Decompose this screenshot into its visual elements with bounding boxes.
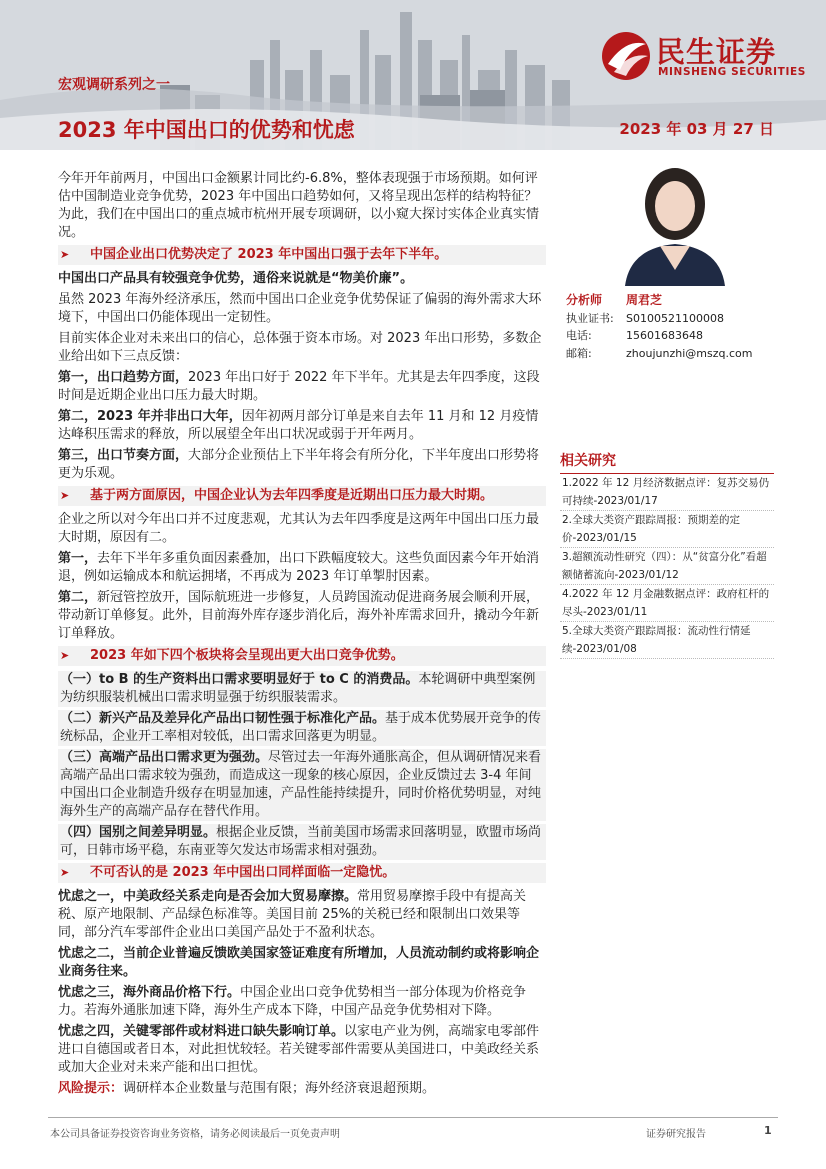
arrow-icon: ➤: [60, 248, 70, 261]
paragraph: 企业之所以对今年出口并不过度悲观，尤其认为去年四季度是这两年中国出口压力最大时期，原因有二。: [58, 512, 540, 545]
related-item[interactable]: 3.超额流动性研究（四）：从“贫富分化”看超额储蓄流向-2023/01/12: [560, 548, 774, 585]
related-research: [560, 450, 774, 659]
paragraph: （三）高端产品出口需求更为强劲。尽管过去一年海外通胀高企，但从调研情况来看高端产品出口需求较为强劲，而造成这一现象的核心原因，企业反馈过去 3-4 年间中国出口企业制造升级存在明显加速，产品性能持续提升，同时价格优势明显，对纯海外生产的高端产品存在替代作用。: [58, 749, 546, 821]
footer-doc-type: 证券研究报告: [646, 1129, 706, 1140]
header-banner: [0, 0, 826, 150]
report-series: 宏观调研系列之一: [58, 77, 170, 93]
footer-divider: [48, 1117, 778, 1118]
paragraph: 忧虑之二，当前企业普遍反馈欧美国家签证难度有所增加，人员流动制约或将影响企业商务往来。: [58, 946, 540, 979]
paragraph: （二）新兴产品及差异化产品出口韧性强于标准化产品。基于成本优势展开竞争的传统标品，企业开工率相对较低，出口需求回落更为明显。: [58, 710, 546, 746]
paragraph: 第三，出口节奏方面，大部分企业预估上下半年将会有所分化，下半年度出口形势将更为乐观。: [58, 448, 540, 481]
section-heading-3: ➤ 2023 年如下四个板块将会呈现出更大出口竞争优势。: [58, 646, 546, 666]
analyst-info: [566, 292, 752, 362]
related-item[interactable]: 5.全球大类资产跟踪周报：流动性行情延续-2023/01/08: [560, 622, 774, 659]
intro-paragraph: 今年开年前两月，中国出口金额累计同比约-6.8%，整体表现强于市场预期。如何评估中国制造业竞争优势，2023 年中国出口趋势如何，又将呈现出怎样的结构特征？为此，我们在中国出口的重点城市杭州开展专项调研，以小窥大探讨实体企业真实情况。: [58, 171, 540, 240]
paragraph: 第二，新冠管控放开，国际航班进一步修复，人员跨国流动促进商务展会顺利开展，带动新订单修复。此外，目前海外库存逐步消化后，海外补库需求回升，撬动今年新订单释放。: [58, 590, 540, 641]
risk-warning: 风险提示：调研样本企业数量与范围有限；海外经济衰退超预期。: [58, 1081, 436, 1096]
arrow-icon: ➤: [60, 489, 70, 502]
section-heading-1: ➤ 中国企业出口优势决定了 2023 年中国出口强于去年下半年。: [58, 245, 546, 265]
paragraph: 虽然 2023 年海外经济承压，然而中国出口企业竞争优势保证了偏弱的海外需求大环境下，中国出口仍能体现出一定韧性。: [58, 292, 542, 325]
phone-label: 电话:: [566, 329, 592, 342]
logo-text-en: MINSHENG SECURITIES: [658, 66, 806, 78]
related-title: 相关研究: [560, 450, 774, 474]
email-label: 邮箱:: [566, 346, 592, 360]
analyst-photo: [620, 160, 730, 286]
footer-disclaimer: 本公司具备证券投资咨询业务资格，请务必阅读最后一页免责声明: [50, 1129, 340, 1140]
paragraph: 忧虑之一，中美政经关系走向是否会加大贸易摩擦。常用贸易摩擦手段中有提高关税、原产地限制、产品绿色标准等。美国目前 25%的关税已经和限制出口效果等同，部分汽车零部件企业出口美国产品处于不盈利状态。: [58, 889, 527, 940]
logo-mark-icon: [600, 30, 652, 82]
cert-label: 执业证书:: [566, 311, 614, 325]
arrow-icon: ➤: [60, 866, 70, 879]
related-item[interactable]: 4.2022 年 12 月金融数据点评：政府杠杆的尽头-2023/01/11: [560, 585, 774, 622]
paragraph: 第二，2023 年并非出口大年，因年初两月部分订单是来自去年 11 月和 12 月疫情达峰积压需求的释放，所以展望全年出口状况或弱于开年两月。: [58, 409, 539, 442]
report-date: 2023 年 03 月 27 日: [619, 120, 774, 138]
analyst-role: 分析师: [566, 293, 603, 307]
section-heading-2: ➤ 基于两方面原因，中国企业认为去年四季度是近期出口压力最大时期。: [58, 486, 546, 506]
paragraph: 中国出口产品具有较强竞争优势，通俗来说就是“物美价廉”。: [58, 271, 414, 286]
paragraph: 目前实体企业对未来出口的信心，总体强于资本市场。对 2023 年出口形势，多数企业给出如下三点反馈：: [58, 331, 542, 364]
paragraph: 忧虑之三，海外商品价格下行。中国企业出口竞争优势相当一部分体现为价格竞争力。若海外通胀加速下降，海外生产成本下降，中国产品竞争优势相对下降。: [58, 985, 527, 1018]
arrow-icon: ➤: [60, 649, 70, 662]
company-logo: [600, 28, 810, 84]
paragraph: 第一，去年下半年多重负面因素叠加，出口下跌幅度较大。这些负面因素今年开始消退，例如运输成本和航运拥堵，不再成为 2023 年订单掣肘因素。: [58, 551, 540, 584]
analyst-name: 周君芝: [626, 293, 663, 307]
report-title: 2023 年中国出口的优势和忧虑: [58, 118, 355, 142]
paragraph: 第一，出口趋势方面，2023 年出口好于 2022 年下半年。尤其是去年四季度，这段时间是近期企业出口压力最大时期。: [58, 370, 540, 403]
logo-text-cn: 民生证券: [656, 35, 777, 69]
paragraph: （一）to B 的生产资料出口需求要明显好于 to C 的消费品。本轮调研中典型案例为纺织服装机械出口需求明显强于纺织服装需求。: [58, 671, 546, 707]
section-heading-4: ➤ 不可否认的是 2023 年中国出口同样面临一定隐忧。: [58, 863, 546, 883]
paragraph: 忧虑之四，关键零部件或材料进口缺失影响订单。以家电产业为例，高端家电零部件进口自德国或者日本，对此担忧较轻。若关键零部件需要从美国进口，中美政经关系或加大企业对未来产能和出口担忧。: [58, 1024, 540, 1075]
email-address[interactable]: zhoujunzhi@mszq.com: [626, 346, 753, 360]
phone-number: 15601683648: [626, 329, 703, 342]
related-item[interactable]: 1.2022 年 12 月经济数据点评：复苏交易仍可持续-2023/01/17: [560, 474, 774, 511]
report-body: [58, 170, 546, 1101]
cert-number: S0100521100008: [626, 311, 724, 325]
paragraph: （四）国别之间差异明显。根据企业反馈，当前美国市场需求回落明显，欧盟市场尚可，日韩市场平稳，东南亚等欠发达市场需求相对强劲。: [58, 824, 546, 860]
related-item[interactable]: 2.全球大类资产跟踪周报：预期差的定价-2023/01/15: [560, 511, 774, 548]
page-number: 1: [764, 1124, 772, 1137]
